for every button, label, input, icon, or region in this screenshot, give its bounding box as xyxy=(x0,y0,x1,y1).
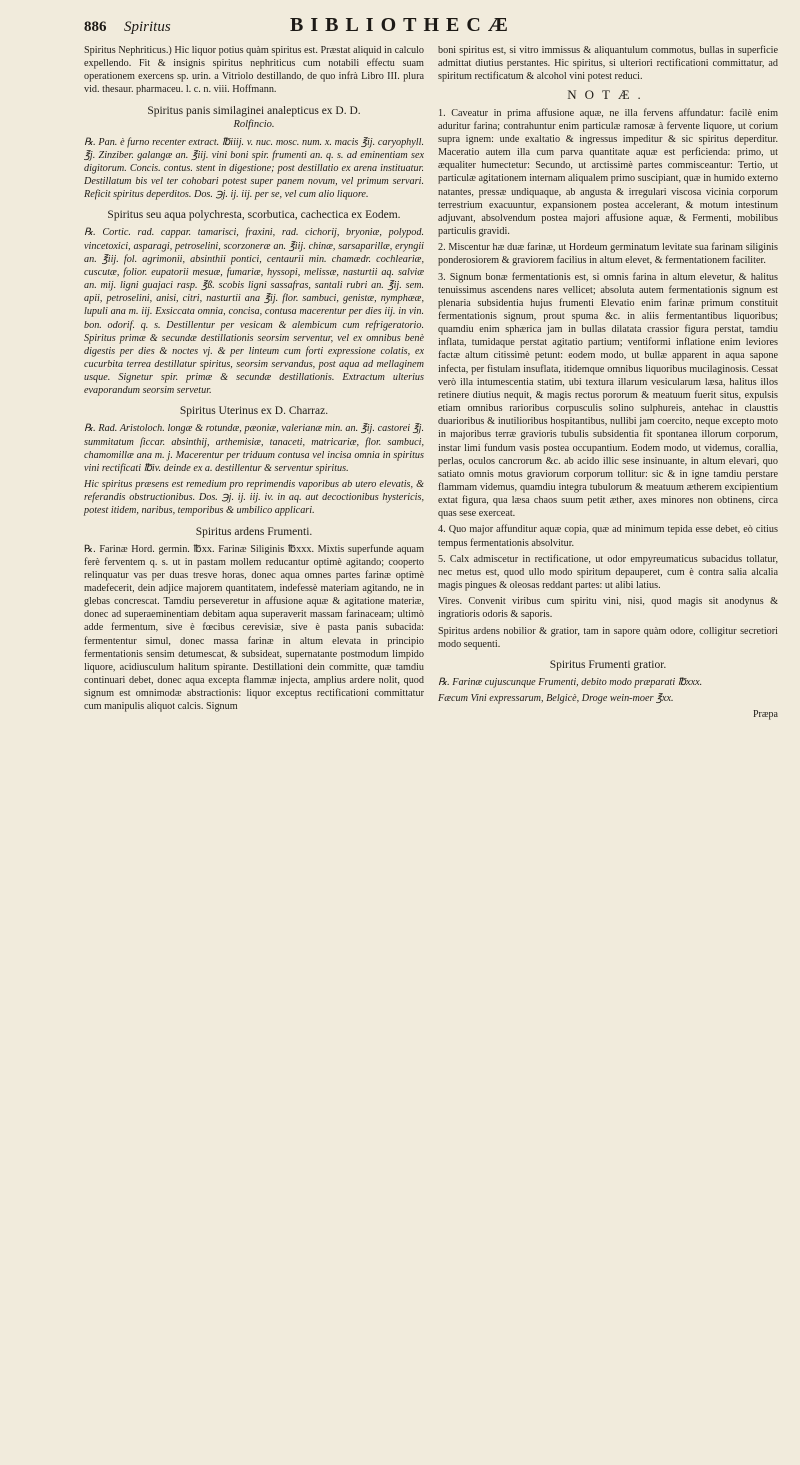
paragraph: ℞. Farinæ Hord. germin. ℔xx. Farinæ Siliginis ℔xxx. Mixtis superfunde aquam ferè ferventem q. s. ut in pastam mollem reducantur optimè agitando; cooperto relinquatur vas per duas tresve horas, donec aqua omnes partes farinæ optimè madefecerit, dein adjice majorem quantitatem, indefessè materiam agitando, ne in glebas concrescat. Tamdiu perseveretur in affusione aquæ & agitatione materiæ, donec ad superaeminentiam debitam aqua superaverit massam farinaceam; ultimò adde fermentum, sive è fœcibus cerevisiæ, sive è pasta panis subacida: fermententur simul, donec massa farinæ in altum elevata in principio fermentationis sensim detumescat, & subsideat, supernatante postmodum limpido liquore, acidiusculum halitum spirante. Destillationi dein committe, quæ tamdiu continuari debet, donec aqua excepta flammæ injecta, amplius ardere nolit, quod signum est omnimodæ abstractionis: liquor exceptus rectificationi committatur cum manipulis aliquot calcis. Signum xyxy=(84,543,424,713)
catchword: Præpa xyxy=(753,709,778,721)
paragraph: ℞. Farinæ cujuscunque Frumenti, debito modo præparati ℔xxx. xyxy=(438,676,703,688)
running-head-title: BIBLIOTHECÆ xyxy=(290,14,515,36)
paragraph: ℞. Rad. Aristoloch. longæ & rotundæ, pæoniæ, valerianæ min. an. ℥ij. castorei ℥j. summitatum ſiccar. absinthij, arthemisiæ, tanaceti, matricariæ, flor. sambuci, chamomillæ ana m. j. Macerentur per triduum contusa vel incisa omnia in spiritus vini rectificati ℔iv. deinde ex a. destillentur & serventur spiritus. xyxy=(84,423,424,474)
section-heading-title: Spiritus Uterinus ex D. Charraz. xyxy=(179,405,329,418)
section-heading xyxy=(84,104,424,132)
paragraph: Spiritus Nephriticus.) Hic liquor potius quàm spiritus est. Præstat aliquid in calculo expellendo. Fit & insignis spiritus nephriticus cum notabili effectu suam operationem exercens sp. urin. a Vitriolo destillando, de quo infrà Libro III. plura vid. thesaur. pharmaceu. l. c. n. viii. Hoffmann. xyxy=(84,45,424,96)
left-column xyxy=(84,44,424,721)
paragraph: Fæcum Vini expressarum, Belgicè, Droge wein-moer ℥xx. xyxy=(438,693,674,705)
section-heading-title: Spiritus ardens Frumenti. xyxy=(195,525,313,538)
paragraph: ℞. Pan. è furno recenter extract. ℔iiij. v. nuc. mosc. num. x. macis ℥ij. caryophyll. ℥j. Zinziber. galangæ an. ℥iij. vini boni spir. frumenti an. q. s. ad eminentiam sex digitorum. Concis. contus. stent in digestione; post destillatio ex arena instituatur. Destillatum bis vel ter cohobari potest super panem novum, vel primum servari. Reficit spiritus deperditos. Dos. ℈j. ij. iij. per se, vel cum alio liquore. xyxy=(84,136,424,201)
section-heading xyxy=(84,404,424,418)
paragraph: 4. Quo major affunditur aquæ copia, quæ ad minimum tepida esse debet, eò citius tempus fermentationis absolvitur. xyxy=(438,524,778,549)
paragraph: 2. Miscentur hæ duæ farinæ, ut Hordeum germinatum levitate sua farinam siliginis ponderosiorem & graviorem facilius in altum elevet, & fermentationem faciliter. xyxy=(438,242,778,267)
page-number: 886 xyxy=(84,19,107,35)
paragraph: Spiritus ardens nobilior & gratior, tam in sapore quàm odore, colligitur secretiori modo sequenti. xyxy=(438,625,778,650)
right-column xyxy=(438,44,778,721)
paragraph: 3. Signum bonæ fermentationis est, si omnis farina in altum elevetur, & halitus tenuissimus ascendens nares vellicet; absoluta autem fermentationis signum est plenaria subsidentia hujus frumenti Elevatio enim farinæ primum constituit fermentationis signum, prout spuma &c. in aliis fermentantibus liquoribus; quamdiu enim sphærica jam in bullas dilatata crassior figura perstat, tamdiu inflata, tumidaque perstat agitatio partium; ventiformi inflatione enim leviores factæ altum citissimè petunt: eodem modo, ut bullæ apparent in aqua sapone infecta, per fistulam insuflata, itidemque omnibus liquoribus mucilaginosis. Cessat verò illa intumescentia statim, ubi textura illarum vesicularum læsa, halitus illos retinere diutius nequit, & magis rectus pororum & meatuum fuerit situs, expulsis etiam omnibus rarioribus corpusculis solino sulphureis, antehac in clausttis duarioribus & inutilioribus hospitantibus, nullibi jam coercito, neque excepto moto in majoribus terræ gravioris tubulis subsidentia fit spontanea illorum corporum, instar limi fundum vasis postea occupantium. Eodem modo, ut videmus, corallia, perlas, oculos cancrorum &c. ab acido illic sese insinuante, in altum elevari, quo satiato omnis motus graviorum corporum tollitur: sic & in igne tamdiu perstare flammam videmus, quamdiu integra tubulorum & meatuum ætherem excipientium extat figura, qua læsa chaos suum petit æther, axes minores non obtinens, circa quas sese exerceat. xyxy=(438,271,778,520)
paragraph: ℞. Cortic. rad. cappar. tamarisci, fraxini, rad. cichorij, bryoniæ, polypod. vincetoxici, asparagi, petroselini, scorzoneræ an. ℥iij. chinæ, sarsaparillæ, eryngii an. ℥iij. fol. agrimonii, absinthii pontici, centaurii min. chamædr. cochleariæ, cuscutæ, folior. eupatorii mesuæ, fumariæ, hyssopi, melissæ, nasturtii aq. salviæ an. mij. ligni guajaci rasp. ℥ß. scobis ligni sassafras, santali rubri an. ℥ij. sem. apii, petroselini, anisi, citri, nasturtii ana ℥ij. flor. sambuci, genistæ, nymphææ, lupuli ana m. iij. Exsiccata omnia, concisa, contusa macerentur per dies iij. in vin. bon. odorif. q. s. Destillentur per vesicam & alembicum cum refrigeratorio. Spiritus primæ & secundæ destillationis seorsim serventur, vel ex omnibus benè digestis per dies & noctes vj. & per linteum cum forti expressione colatis, ex cucurbita terrea destillatur spiritus, seorsim servandus, post aqua ad mellaginem usque. Signetur spir. primæ & secundæ destillationis. Extractum ulterius evaporandum seorsim servetur. xyxy=(84,227,424,397)
paragraph: 1. Caveatur in prima affusione aquæ, ne illa fervens affundatur: facilè enim aduritur farina; contrahuntur enim particulæ ramosæ à fervente liquore, ut corium supra ignem: unde exaltatio & ingressus impeditur & sic spiritus deperditur. Maceratio autem illa cum parva quantitate aquæ est perficienda: primo, ut æqualiter humectetur: Secundo, ut arctissimè partes commisceantur: Tertio, ut particulæ agitationem internam aliqualem primo suscipiant, quæ in humido externo natantes, pressæ undiquaque, ab angusta & irregulari viscosa vicinia corporum terrestrium exacuuntur, expansionem postea accelerant, & motum intestinum adjuvant, absolvendum postea majori affusione aquæ, & Fermenti, mobilibus particulis gravidi. xyxy=(438,107,778,238)
paragraph: 5. Calx admiscetur in rectificatione, ut odor empyreumaticus subacidus tollatur, nec metus est, quod ullo modo spiritum depauperet, cum è contra salia alcalia magis pingues & oleosas reddant partes: ut alibi latius. xyxy=(438,553,778,592)
section-heading: Spiritus Frumenti gratior. xyxy=(549,658,667,671)
section-heading xyxy=(84,208,424,222)
text-columns xyxy=(84,44,778,721)
paragraph: Vires. Convenit viribus cum spiritu vini, nisi, quod magis sit anodynus & ingratioris odoris & saporis. xyxy=(438,596,778,621)
running-head-word: Spiritus xyxy=(124,19,171,35)
running-head xyxy=(84,14,778,44)
section-heading-title: Spiritus seu aqua polychresta, scorbutica, cachectica ex Eodem. xyxy=(107,209,401,222)
paragraph: boni spiritus est, si vitro immissus & aliquantulum commotus, bullas in superficie admittat diutius perstantes. Hic spiritus, si ulteriori rectificationi committatur, ad spiritum rectificatum & alcohol vini potest reduci. xyxy=(438,45,778,83)
notes-heading: NOTÆ. xyxy=(567,87,649,103)
section-heading-subtitle: Rolfincio. xyxy=(233,118,275,130)
section-heading xyxy=(84,525,424,539)
section-heading-title: Spiritus panis similaginei analepticus ex D. D. xyxy=(147,104,361,117)
paragraph: Hic spiritus præsens est remedium pro reprimendis vaporibus ab utero elevatis, & referandis obstructionibus. Dos. ℈j. ij. iij. iv. in aq. aut decoctionibus hystericis, potest itidem, naribus, temporibus & umbilico applicari. xyxy=(84,479,424,517)
